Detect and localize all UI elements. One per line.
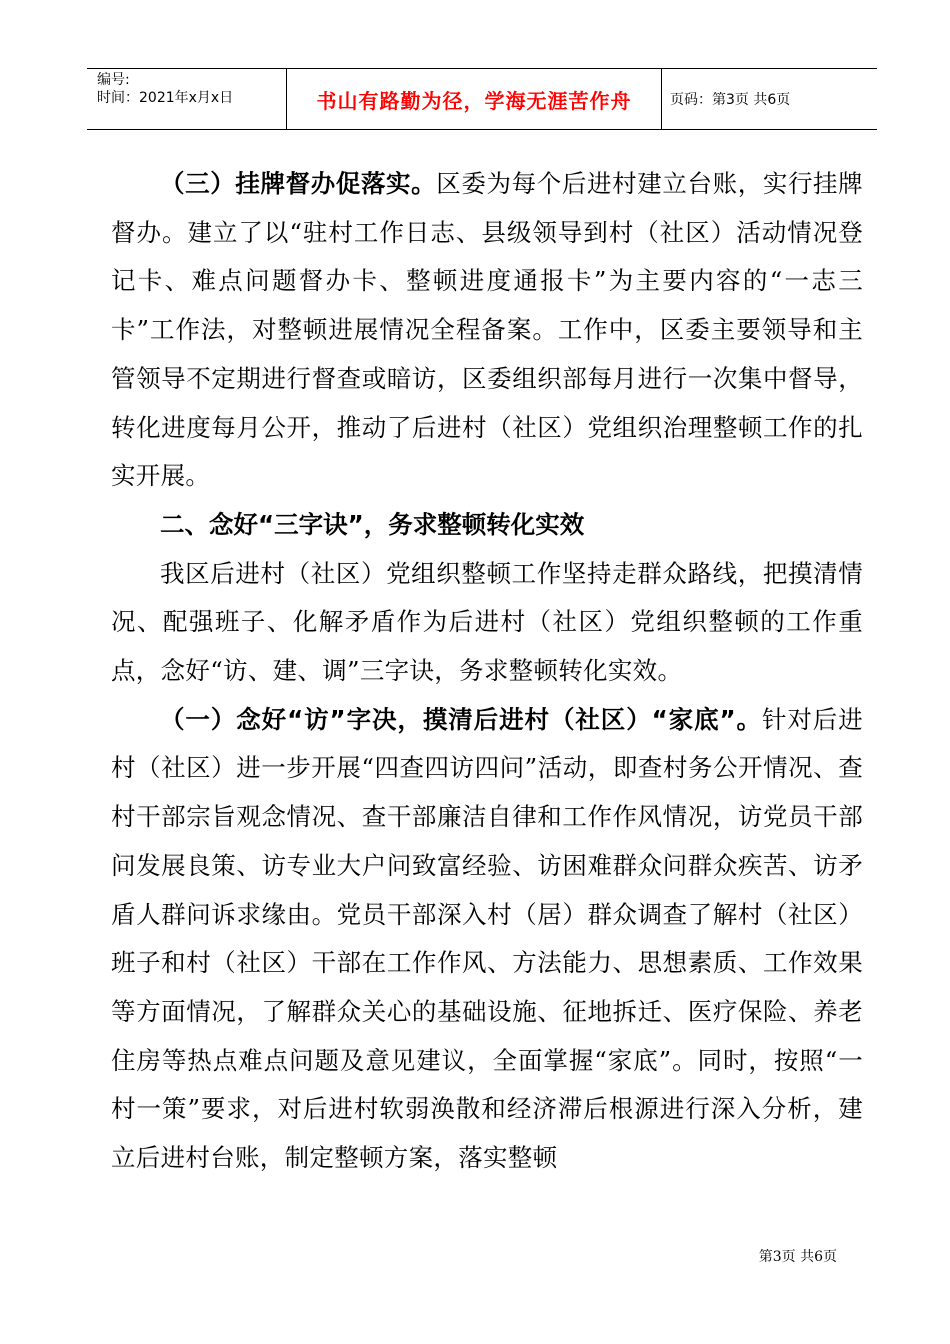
paragraph-3-text: 针对后进村（社区）进一步开展“四查四访四问”活动，即查村务公开情况、查村干部宗旨观念情况、查干部廉洁自律和工作作风情况，访党员干部问发展良策、访专业大户问致富经验、访困难群众问群众疾苦、访矛盾人群问诉求缘由。党员干部深入村（居）群众调查了解村（社区）班子和村（社区）干部在工作作风、方法能力、思想素质、工作效果等方面情况，了解群众关心的基础设施、征地拆迁、医疗保险、养老住房等热点难点问题及意见建议，全面掌握“家底”。同时，按照“一村一策”要求，对后进村软弱涣散和经济滞后根源进行深入分析，建立后进村台账，制定整顿方案，落实整顿 xyxy=(111,704,864,1173)
header-motto: 书山有路勤为径，学海无涯苦作舟 xyxy=(287,69,662,129)
paragraph-1 xyxy=(111,160,863,501)
paragraph-2: 我区后进村（社区）党组织整顿工作坚持走群众路线，把摸清情况、配强班子、化解矛盾作为后进村（社区）党组织整顿的工作重点，念好“访、建、调”三字诀，务求整顿转化实效。 xyxy=(111,558,863,686)
header-page-number: 页码：第3页 共6页 xyxy=(670,92,791,108)
paragraph-3 xyxy=(111,696,863,1183)
document-body xyxy=(111,160,863,1183)
paragraph-3-heading: （一）念好“访”字决，摸清后进村（社区）“家底”。 xyxy=(160,704,762,734)
section-heading-2: 二、念好“三字诀”，务求整顿转化实效 xyxy=(160,509,585,539)
page-footer: 第3页 共6页 xyxy=(758,1249,837,1265)
header-meta xyxy=(87,69,287,129)
time-label: 时间：2021年x月x日 xyxy=(97,90,234,106)
paragraph-1-text: 区委为每个后进村建立台账，实行挂牌督办。建立了以“驻村工作日志、县级领导到村（社区）活动情况登记卡、难点问题督办卡、整顿进度通报卡”为主要内容的“一志三卡”工作法，对整顿进展情况全程备案。工作中，区委主要领导和主管领导不定期进行督查或暗访，区委组织部每月进行一次集中督导，转化进度每月公开，推动了后进村（社区）党组织治理整顿工作的扎实开展。 xyxy=(111,169,863,491)
number-label: 编号: xyxy=(97,72,130,88)
page-header xyxy=(87,68,877,130)
paragraph-1-heading: （三）挂牌督办促落实。 xyxy=(160,169,437,198)
